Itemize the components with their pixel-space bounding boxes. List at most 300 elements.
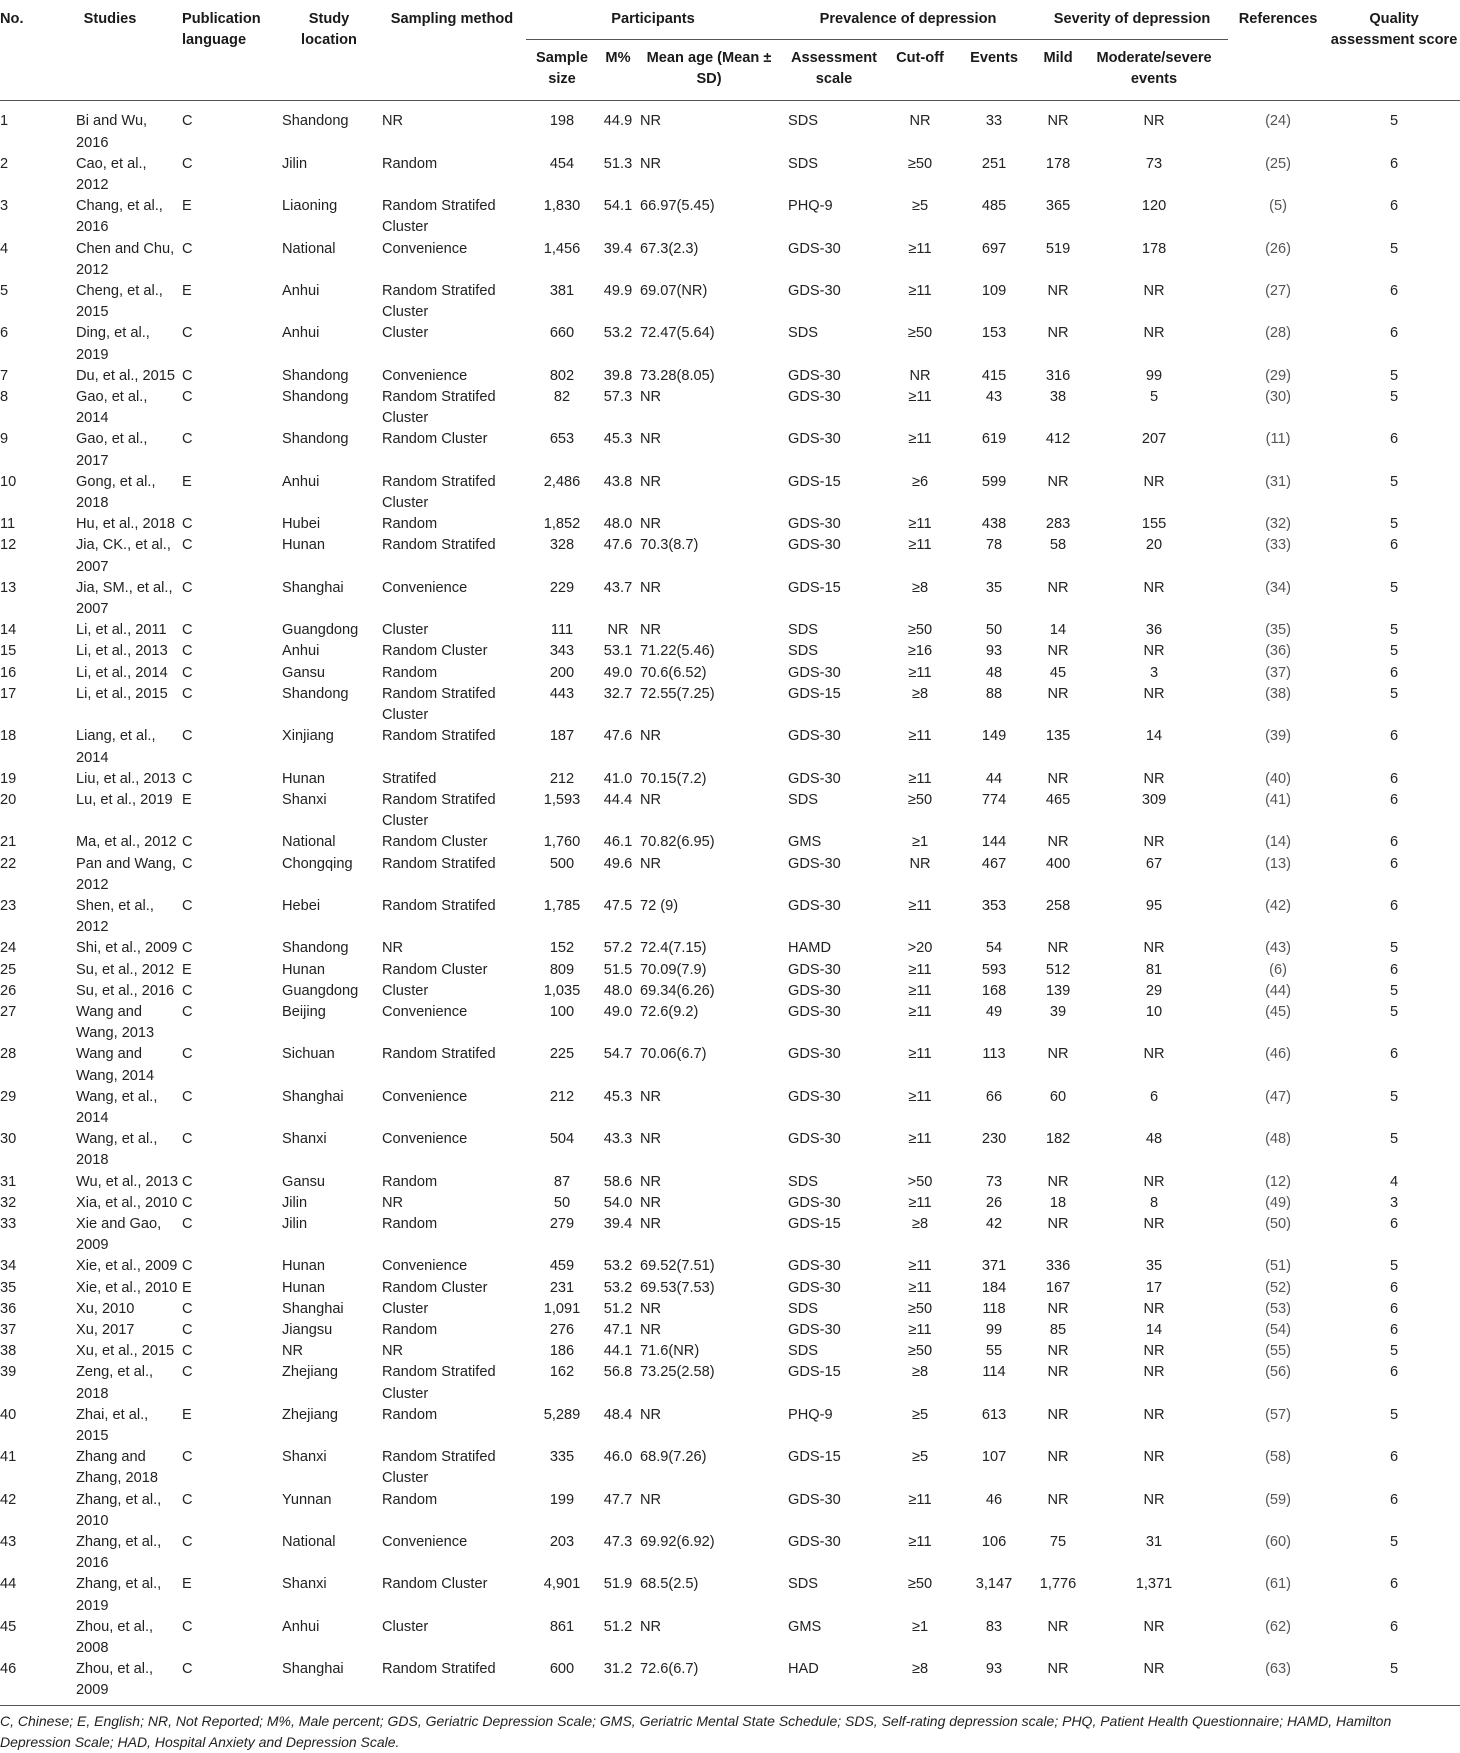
cell-events: 46: [985, 1491, 1003, 1508]
cell-cutoff: ≥11: [908, 1279, 932, 1296]
cell-mean-age: NR: [640, 622, 662, 639]
cell-scale: GDS-30: [788, 1046, 841, 1063]
cell-sample-size: 225: [549, 1046, 575, 1063]
cell-location: Shanxi: [282, 1131, 327, 1148]
cell-modsev: 14: [1145, 1321, 1163, 1338]
cell-reference[interactable]: (30): [1265, 389, 1292, 406]
cell-mean-age: NR: [640, 389, 662, 406]
cell-male-pct: 53.2: [603, 325, 633, 342]
cell-sample-size: 229: [549, 579, 575, 596]
cell-cutoff: ≥5: [911, 1406, 929, 1423]
cell-language: C: [182, 897, 193, 914]
cell-modsev: NR: [1143, 1618, 1165, 1635]
cell-cutoff: ≥50: [907, 325, 933, 342]
table-row: [0, 1532, 1460, 1574]
cell-no: 38: [0, 1343, 17, 1360]
cell-cutoff: ≥8: [888, 1659, 952, 1705]
cell-reference[interactable]: (41): [1265, 791, 1292, 808]
cell-sample-size: 5,289: [543, 1406, 581, 1423]
cell-sampling: Random: [382, 1321, 438, 1338]
cell-no: 44: [0, 1576, 17, 1593]
table-row: [0, 790, 1460, 832]
cell-reference[interactable]: (5): [1269, 198, 1287, 215]
cell-mild: 182: [1045, 1131, 1071, 1148]
table-row: [0, 578, 1460, 620]
cell-modsev: NR: [1143, 1364, 1165, 1381]
cell-events: 35: [985, 579, 1003, 596]
table-row: [0, 1214, 1460, 1256]
cell-cutoff: ≥1: [911, 1618, 929, 1635]
cell-sampling: Random Stratifed Cluster: [382, 791, 496, 830]
cell-quality: 6: [1389, 537, 1399, 554]
cell-modsev: 5: [1149, 389, 1159, 406]
cell-no: 24: [0, 940, 17, 957]
cell-sample-size: 100: [549, 1003, 575, 1020]
table-row: [0, 641, 1460, 662]
cell-scale: SDS: [788, 325, 819, 342]
cell-location: Shandong: [282, 431, 349, 448]
cell-events: 43: [985, 389, 1003, 406]
cell-mild: NR: [1047, 1215, 1069, 1232]
cell-modsev: 10: [1145, 1003, 1163, 1020]
cell-events: 438: [981, 516, 1007, 533]
table-row: [0, 472, 1460, 514]
cell-mean-age: NR: [640, 516, 662, 533]
cell-sample-size: 454: [549, 155, 575, 172]
cell-sampling: Random: [382, 1173, 438, 1190]
cell-cutoff: ≥50: [907, 1300, 933, 1317]
cell-quality: 5: [1389, 1131, 1399, 1148]
cell-sampling: Cluster: [382, 982, 429, 999]
cell-study: Xie and Gao, 2009: [76, 1215, 162, 1254]
cell-reference[interactable]: (36): [1265, 643, 1292, 660]
cell-events: 93: [985, 643, 1003, 660]
cell-cutoff: ≥11: [908, 1321, 932, 1338]
cell-cutoff: ≥5: [911, 198, 929, 215]
cell-reference[interactable]: (58): [1265, 1449, 1292, 1466]
cell-no: 32: [0, 1194, 17, 1211]
cell-reference[interactable]: (31): [1265, 473, 1292, 490]
table-row: [0, 1659, 1460, 1705]
cell-study: Chen and Chu, 2012: [76, 240, 175, 278]
cell-no: 25: [0, 961, 17, 978]
cell-mean-age: 70.3(8.7): [640, 537, 699, 554]
cell-events: 106: [981, 1534, 1007, 1551]
cell-modsev: 81: [1145, 961, 1163, 978]
cell-reference[interactable]: (54): [1265, 1321, 1292, 1338]
cell-mean-age: NR: [640, 155, 662, 172]
cell-cutoff: ≥11: [908, 389, 932, 406]
cell-scale: PHQ-9: [788, 1406, 833, 1423]
cell-sample-size: 198: [549, 113, 575, 130]
cell-reference[interactable]: (60): [1265, 1534, 1292, 1551]
cell-reference[interactable]: (11): [1265, 431, 1291, 448]
table-row: [0, 387, 1460, 429]
cell-sampling: NR: [382, 1343, 404, 1360]
cell-location: Guangdong: [282, 622, 359, 639]
cell-study: Liu, et al., 2013: [76, 770, 176, 787]
cell-quality: 5: [1389, 240, 1399, 257]
cell-mild: 60: [1049, 1088, 1067, 1105]
cell-events: 149: [981, 728, 1007, 745]
cell-scale: GDS-30: [788, 1194, 841, 1211]
cell-study: Jia, SM., et al., 2007: [76, 579, 173, 618]
cell-sampling: Convenience: [382, 240, 468, 257]
cell-scale: GDS-30: [788, 389, 841, 406]
cell-reference[interactable]: (40): [1265, 770, 1292, 787]
cell-mild: NR: [1047, 113, 1069, 130]
cell-quality: 5: [1389, 113, 1399, 130]
cell-quality: 6: [1389, 1449, 1399, 1466]
cell-reference[interactable]: (12): [1265, 1173, 1292, 1190]
header-severity: Severity of depression: [1036, 0, 1228, 40]
cell-modsev: 14: [1145, 728, 1163, 745]
cell-location: Hubei: [282, 516, 321, 533]
cell-no: 22: [0, 855, 17, 872]
cell-mean-age: NR: [640, 1173, 662, 1190]
cell-male-pct: 49.0: [603, 1003, 633, 1020]
cell-mean-age: NR: [640, 1321, 662, 1338]
cell-reference[interactable]: (44): [1265, 982, 1292, 999]
cell-mean-age: NR: [640, 1194, 662, 1211]
cell-male-pct: 49.6: [603, 855, 633, 872]
cell-reference[interactable]: (48): [1265, 1131, 1292, 1148]
table-row: [0, 1447, 1460, 1489]
cell-location: Jilin: [282, 155, 308, 172]
cell-mean-age: 68.9(7.26): [640, 1449, 707, 1466]
cell-modsev: NR: [1143, 1491, 1165, 1508]
cell-mild: 45: [1049, 664, 1067, 681]
cell-reference[interactable]: (59): [1265, 1491, 1292, 1508]
header-events: Events: [952, 40, 1036, 101]
cell-quality: 5: [1389, 1534, 1399, 1551]
cell-location: Chongqing: [282, 855, 353, 872]
cell-study: Chang, et al., 2016: [76, 198, 163, 236]
cell-events: 114: [982, 1364, 1006, 1381]
cell-mild: 178: [1045, 155, 1071, 172]
cell-no: 45: [0, 1618, 17, 1635]
cell-reference[interactable]: (34): [1265, 579, 1292, 596]
cell-sample-size: 1,830: [543, 198, 581, 215]
cell-mild: 336: [1045, 1258, 1071, 1275]
cell-cutoff: ≥11: [908, 516, 932, 533]
cell-sampling: Random Stratifed Cluster: [382, 283, 496, 321]
cell-reference[interactable]: (50): [1265, 1215, 1292, 1232]
cell-scale: SDS: [788, 113, 819, 130]
cell-male-pct: 44.1: [603, 1343, 633, 1360]
cell-location: Hunan: [282, 770, 326, 787]
cell-mean-age: NR: [640, 1491, 662, 1508]
cell-reference[interactable]: (27): [1265, 283, 1292, 300]
cell-study: Xu, 2010: [76, 1300, 135, 1317]
table-row: [0, 1574, 1460, 1616]
cell-language: C: [182, 834, 193, 851]
cell-cutoff: ≥1: [911, 834, 929, 851]
cell-no: 33: [0, 1215, 17, 1232]
cell-sample-size: 1,760: [543, 834, 581, 851]
cell-sampling: Random: [382, 1215, 438, 1232]
cell-mean-age: 68.5(2.5): [640, 1576, 699, 1593]
cell-no: 11: [0, 516, 16, 533]
cell-male-pct: 43.7: [603, 579, 633, 596]
cell-reference[interactable]: (38): [1265, 685, 1292, 702]
table-row: [0, 620, 1460, 641]
cell-events: 251: [981, 155, 1007, 172]
cell-no: 6: [0, 325, 9, 342]
cell-modsev: 120: [1141, 198, 1167, 215]
cell-reference[interactable]: (62): [1265, 1618, 1292, 1635]
cell-language: C: [182, 240, 193, 257]
cell-language: C: [182, 770, 193, 787]
cell-location: Gansu: [282, 1173, 325, 1190]
cell-events: 485: [981, 198, 1007, 215]
cell-quality: 6: [1389, 791, 1399, 808]
cell-mean-age: 70.6(6.52): [640, 664, 707, 681]
cell-language: C: [182, 1258, 193, 1275]
cell-reference[interactable]: (26): [1265, 240, 1292, 257]
cell-quality: 5: [1389, 622, 1399, 639]
cell-reference[interactable]: (46): [1265, 1046, 1292, 1063]
cell-sampling: Random Stratifed Cluster: [382, 1449, 496, 1487]
cell-no: 4: [0, 240, 9, 257]
cell-reference[interactable]: (55): [1265, 1343, 1292, 1360]
table-row: [0, 832, 1460, 853]
cell-male-pct: 53.2: [603, 1279, 633, 1296]
cell-sample-size: 279: [549, 1215, 575, 1232]
cell-sample-size: 4,901: [543, 1576, 581, 1593]
cell-mild: 39: [1049, 1003, 1067, 1020]
cell-male-pct: 47.6: [603, 537, 633, 554]
cell-sample-size: 212: [549, 1088, 575, 1105]
cell-sampling: Random Stratifed: [382, 855, 496, 872]
cell-reference[interactable]: (24): [1265, 113, 1292, 130]
cell-modsev: NR: [1143, 1406, 1165, 1423]
cell-mild: NR: [1047, 834, 1069, 851]
table-row: [0, 101, 1460, 154]
cell-reference[interactable]: (61): [1265, 1576, 1292, 1593]
cell-scale: GDS-30: [788, 728, 841, 745]
cell-events: 118: [982, 1300, 1006, 1317]
cell-mean-age: 72.47(5.64): [640, 325, 715, 342]
cell-mean-age: NR: [640, 1088, 662, 1105]
cell-modsev: NR: [1143, 579, 1165, 596]
cell-quality: 6: [1389, 1279, 1399, 1296]
header-studies: Studies: [38, 0, 182, 101]
cell-cutoff: ≥11: [908, 1258, 932, 1275]
cell-study: Lu, et al., 2019: [76, 791, 173, 808]
cell-reference[interactable]: (51): [1265, 1258, 1292, 1275]
cell-location: Xinjiang: [282, 728, 334, 745]
cell-quality: 5: [1389, 389, 1399, 406]
cell-scale: SDS: [788, 1300, 819, 1317]
cell-sampling: Convenience: [382, 367, 468, 384]
header-no: No.: [0, 0, 38, 101]
cell-sampling: Random Cluster: [382, 1279, 488, 1296]
cell-sampling: Convenience: [382, 579, 468, 596]
cell-no: 17: [0, 685, 17, 702]
cell-cutoff: ≥8: [911, 685, 929, 702]
cell-male-pct: 58.6: [603, 1173, 633, 1190]
cell-reference[interactable]: (14): [1265, 834, 1292, 851]
cell-sampling: Cluster: [382, 622, 429, 639]
cell-mild: NR: [1036, 1659, 1080, 1705]
cell-reference[interactable]: (37): [1265, 664, 1292, 681]
cell-cutoff: ≥11: [908, 431, 932, 448]
cell-quality: 6: [1389, 855, 1399, 872]
cell-mild: 75: [1049, 1534, 1067, 1551]
cell-reference[interactable]: (57): [1265, 1406, 1292, 1423]
cell-sampling: Random Stratifed Cluster: [382, 685, 496, 724]
cell-reference[interactable]: (42): [1265, 897, 1292, 914]
cell-mild: 512: [1045, 961, 1071, 978]
cell-location: Jilin: [282, 1194, 308, 1211]
cell-cutoff: ≥50: [907, 622, 933, 639]
cell-location: Shandong: [282, 113, 349, 130]
cell-cutoff: ≥11: [908, 664, 932, 681]
cell-cutoff: ≥50: [907, 1343, 933, 1360]
cell-reference[interactable]: (25): [1265, 155, 1292, 172]
cell-quality: 6: [1389, 961, 1399, 978]
cell-mean-age: 70.15(7.2): [640, 770, 707, 787]
cell-reference[interactable]: (35): [1265, 622, 1292, 639]
cell-sample-size: 1,035: [543, 982, 581, 999]
cell-quality: 6: [1389, 1046, 1399, 1063]
cell-mild: NR: [1047, 1618, 1069, 1635]
cell-language: E: [182, 961, 192, 978]
cell-sampling: NR: [382, 1194, 404, 1211]
table-row: [0, 1044, 1460, 1086]
cell-quality: 5: [1389, 473, 1399, 490]
cell-modsev: NR: [1143, 770, 1165, 787]
cell-scale: GDS-30: [788, 855, 841, 872]
cell-cutoff: ≥8: [911, 1364, 929, 1381]
cell-male-pct: 46.0: [603, 1449, 633, 1466]
cell-study: Su, et al., 2016: [76, 982, 175, 999]
cell-events: 54: [985, 940, 1003, 957]
cell-reference[interactable]: (33): [1265, 537, 1292, 554]
cell-modsev: 1,371: [1135, 1576, 1173, 1593]
cell-study: Zhang and Zhang, 2018: [76, 1449, 158, 1487]
cell-location: Shanghai: [282, 1088, 344, 1105]
cell-quality: 5: [1389, 685, 1399, 702]
cell-modsev: NR: [1143, 283, 1165, 300]
cell-language: C: [182, 622, 193, 639]
cell-male-pct: 47.3: [603, 1534, 633, 1551]
cell-mild: 519: [1045, 240, 1071, 257]
cell-mean-age: NR: [640, 1131, 662, 1148]
cell-language: C: [182, 1173, 193, 1190]
cell-sample-size: 1,785: [543, 897, 581, 914]
cell-language: C: [182, 1343, 193, 1360]
cell-reference[interactable]: (39): [1265, 728, 1292, 745]
cell-language: C: [182, 1088, 193, 1105]
cell-language: C: [182, 1449, 193, 1466]
cell-reference[interactable]: (32): [1265, 516, 1292, 533]
table-row: [0, 938, 1460, 959]
cell-reference[interactable]: (43): [1265, 940, 1292, 957]
cell-reference[interactable]: (13): [1265, 855, 1292, 872]
cell-cutoff: ≥11: [908, 1131, 932, 1148]
cell-sample-size: 2,486: [543, 473, 581, 490]
cell-scale: GDS-30: [788, 240, 841, 257]
cell-cutoff: >50: [907, 1173, 933, 1190]
cell-mild: NR: [1047, 770, 1069, 787]
cell-scale: GDS-30: [788, 1258, 841, 1275]
cell-mean-age: 71.22(5.46): [640, 643, 715, 660]
cell-sampling: Convenience: [382, 1258, 468, 1275]
cell-location: Hebei: [282, 897, 321, 914]
table-row: [0, 1129, 1460, 1171]
cell-male-pct: 45.3: [603, 1088, 633, 1105]
cell-events: 73: [985, 1173, 1003, 1190]
header-quality: Quality assessment score: [1328, 0, 1460, 101]
cell-modsev: NR: [1143, 685, 1165, 702]
cell-reference[interactable]: (6): [1269, 961, 1287, 978]
cell-cutoff: ≥11: [908, 770, 932, 787]
cell-reference[interactable]: (52): [1265, 1279, 1292, 1296]
cell-reference[interactable]: (63): [1228, 1659, 1328, 1705]
cell-cutoff: ≥11: [908, 1194, 932, 1211]
cell-male-pct: 49.9: [603, 283, 633, 300]
cell-study: Li, et al., 2011: [76, 622, 167, 639]
cell-sampling: Random Stratifed Cluster: [382, 473, 496, 512]
cell-scale: GDS-30: [788, 283, 841, 300]
cell-quality: 6: [1389, 155, 1399, 172]
cell-reference[interactable]: (28): [1265, 325, 1292, 342]
cell-reference[interactable]: (45): [1265, 1003, 1292, 1020]
cell-no: 37: [0, 1321, 17, 1338]
cell-quality: 6: [1389, 325, 1399, 342]
cell-no: 27: [0, 1003, 17, 1020]
cell-scale: GDS-30: [788, 1131, 841, 1148]
cell-study: Wang, et al., 2014: [76, 1088, 158, 1126]
cell-male-pct: 48.4: [603, 1406, 633, 1423]
cell-reference[interactable]: (53): [1265, 1300, 1292, 1317]
cell-location: Shanghai: [280, 1659, 378, 1705]
cell-reference[interactable]: (47): [1265, 1088, 1292, 1105]
cell-location: Anhui: [282, 643, 320, 660]
cell-study: Wang, et al., 2018: [76, 1131, 158, 1169]
cell-study: Li, et al., 2014: [76, 664, 168, 681]
cell-cutoff: ≥11: [908, 1491, 932, 1508]
cell-events: 83: [985, 1618, 1003, 1635]
cell-sample-size: 82: [553, 389, 571, 406]
cell-male-pct: 41.0: [603, 770, 633, 787]
cell-quality: 6: [1389, 770, 1399, 787]
cell-cutoff: ≥11: [908, 1046, 932, 1063]
cell-mean-age: NR: [640, 855, 662, 872]
cell-reference[interactable]: (49): [1265, 1194, 1292, 1211]
cell-mild: NR: [1047, 1364, 1069, 1381]
cell-events: 697: [981, 240, 1007, 257]
cell-modsev: NR: [1143, 1343, 1165, 1360]
cell-sample-size: 504: [549, 1131, 575, 1148]
header-mild: Mild: [1036, 40, 1080, 101]
cell-location: National: [282, 240, 336, 257]
cell-scale: GDS-30: [788, 982, 841, 999]
cell-mild: 139: [1045, 982, 1071, 999]
cell-language: C: [182, 728, 193, 745]
cell-reference[interactable]: (29): [1265, 367, 1292, 384]
cell-reference[interactable]: (56): [1265, 1364, 1292, 1381]
cell-sampling: Cluster: [382, 1300, 429, 1317]
cell-language: C: [182, 1659, 280, 1705]
cell-location: Hunan: [282, 961, 326, 978]
cell-no: 41: [0, 1449, 17, 1466]
cell-language: C: [182, 516, 193, 533]
cell-mean-age: 73.25(2.58): [640, 1364, 715, 1381]
cell-events: 153: [981, 325, 1007, 342]
